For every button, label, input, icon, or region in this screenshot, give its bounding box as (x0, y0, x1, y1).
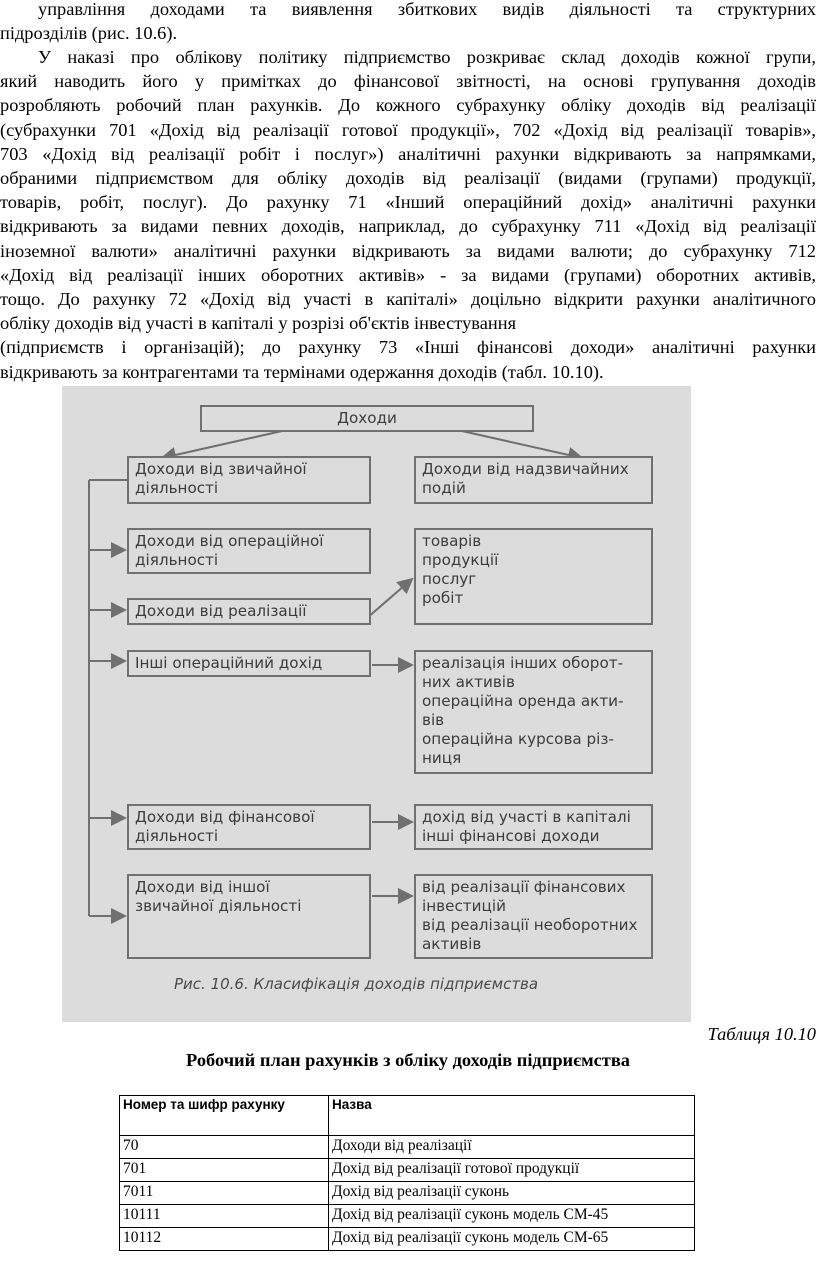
box-line: Доходи від надзвичайних (422, 460, 629, 478)
text-line: У наказі про облікову політику підприємство розкриває склад доходів кожної групи, (38, 47, 816, 67)
text-line: відкривають за видами певних доходів, наприклад, до субрахунку 711 «Дохід від реалізації (0, 216, 816, 237)
box-line: звичайної діяльності (135, 897, 302, 915)
account-number-cell: 70 (120, 1136, 329, 1159)
box-line: від реалізації фінансових (422, 878, 626, 896)
box-line: операційна оренда акти- (422, 692, 624, 710)
box-line: інші фінансові доходи (422, 827, 600, 845)
box-line: Доходи від реалізації (135, 602, 307, 620)
header-account-number: Номер та шифр рахунку (120, 1096, 329, 1136)
other-ordinary-activities-box (127, 874, 371, 959)
box-line: діяльності (135, 827, 219, 845)
intro-paragraph (0, 0, 816, 45)
box-line: активів (422, 935, 482, 953)
income-classification-figure (62, 386, 691, 1022)
account-name-cell: Дохід від реалізації суконь модель СМ-65 (329, 1228, 695, 1251)
account-number-cell: 701 (120, 1159, 329, 1182)
text-line: 703 «Дохід від реалізації робіт і послуг») аналітичні рахунки відкривають за напрямками, (0, 143, 816, 164)
box-line: діяльності (135, 479, 219, 497)
box-line: Доходи від іншої (135, 878, 270, 896)
arrow-to-sales-items (367, 579, 412, 618)
arrow-to-ordinary (162, 431, 282, 458)
ordinary-activities-box (127, 456, 371, 504)
text-line: іноземної валюти» аналітичні рахунки відкривають за видами валюти; до субрахунку 712 (0, 240, 816, 261)
table-title: Робочий план рахунків з обліку доходів підприємства (186, 1050, 630, 1070)
other-ordinary-items-box (414, 874, 653, 959)
account-name-cell: Дохід від реалізації суконь (329, 1182, 695, 1205)
other-operating-items-box (414, 650, 653, 774)
financial-activities-box (127, 804, 371, 850)
box-line: дохід від участі в капіталі (422, 808, 631, 826)
box-line: Доходи від звичайної (135, 460, 307, 478)
text-line: обраними підприємством для обліку доходів від реалізації (видами (групами) продукції, (0, 168, 816, 189)
text-line: підрозділів (рис. 10.6). (0, 23, 178, 44)
text-line: обліку доходів від участі в капіталі у розрізі об'єктів інвестування (0, 313, 517, 334)
box-line: подій (422, 479, 466, 497)
account-name-cell: Дохід від реалізації суконь модель СМ-45 (329, 1205, 695, 1228)
account-name-cell: Доходи від реалізації (329, 1136, 695, 1159)
box-line: Інші операційний дохід (135, 654, 323, 672)
text-line: управління доходами та виявлення збиткових видів діяльності та структурних (38, 0, 816, 19)
box-line: послуг (422, 570, 477, 588)
text-line: який наводить його у примітках до фінансової звітності, на основі групування доходів (0, 71, 816, 92)
account-number-cell: 10111 (120, 1205, 329, 1228)
table-row (120, 1205, 695, 1228)
extraordinary-events-box (414, 456, 653, 504)
text-line: відкривають за контрагентами та термінами одержання доходів (табл. 10.10). (0, 361, 604, 382)
text-line: розробляють робочий план рахунків. До кожного субрахунку обліку доходів від реалізації (0, 95, 816, 116)
other-operating-income-box (127, 650, 371, 677)
box-line: від реалізації необоротних (422, 916, 638, 934)
accounts-plan-table (119, 1095, 695, 1251)
text-line: (субрахунки 701 «Дохід від реалізації готової продукції», 702 «Дохід від реалізації товарів», (0, 119, 816, 140)
text-line: «Дохід від реалізації інших оборотних активів» - за видами (групами) оборотних активів, (0, 264, 816, 285)
box-line: операційна курсова різ- (422, 730, 614, 748)
text-line: товарів, робіт, послуг). До рахунку 71 «Інший операційний дохід» аналітичні рахунки (0, 192, 816, 213)
box-line: ниця (422, 749, 462, 767)
box-line: інвестицій (422, 897, 506, 915)
account-number-cell: 10112 (120, 1228, 329, 1251)
operating-activities-box (127, 528, 371, 574)
text-line: (підприємств і організацій); до рахунку 73 «Інші фінансові доходи» аналітичні рахунки (0, 337, 816, 358)
header-account-name: Назва (329, 1096, 695, 1136)
account-number-cell: 7011 (120, 1182, 329, 1205)
root-income-label: Доходи (337, 409, 397, 427)
box-line: товарів (422, 532, 482, 550)
figure-caption: Рис. 10.6. Класифікація доходів підприємства (174, 975, 539, 993)
table-row (120, 1136, 695, 1159)
box-line: Доходи від фінансової (135, 808, 315, 826)
table-header-row (120, 1096, 695, 1136)
sales-income-box (127, 598, 371, 625)
box-line: них активів (422, 673, 515, 691)
main-paragraph (0, 45, 816, 384)
account-name-cell: Дохід від реалізації готової продукції (329, 1159, 695, 1182)
financial-items-box (414, 804, 653, 850)
box-line: реалізація інших оборот- (422, 654, 624, 672)
table-number-label: Таблиця 10.10 (707, 1024, 816, 1044)
root-income-box (200, 405, 534, 432)
sales-items-box (414, 528, 653, 625)
arrow-to-extraordinary (462, 431, 582, 458)
box-line: вів (422, 711, 445, 729)
text-line: тощо. До рахунку 72 «Дохід від участі в капіталі» доцільно відкрити рахунки аналітичного (0, 289, 816, 310)
box-line: робіт (422, 589, 464, 607)
box-line: продукції (422, 551, 499, 569)
table-row (120, 1228, 695, 1251)
table-row (120, 1159, 695, 1182)
box-line: Доходи від операційної (135, 532, 324, 550)
box-line: діяльності (135, 551, 219, 569)
table-row (120, 1182, 695, 1205)
